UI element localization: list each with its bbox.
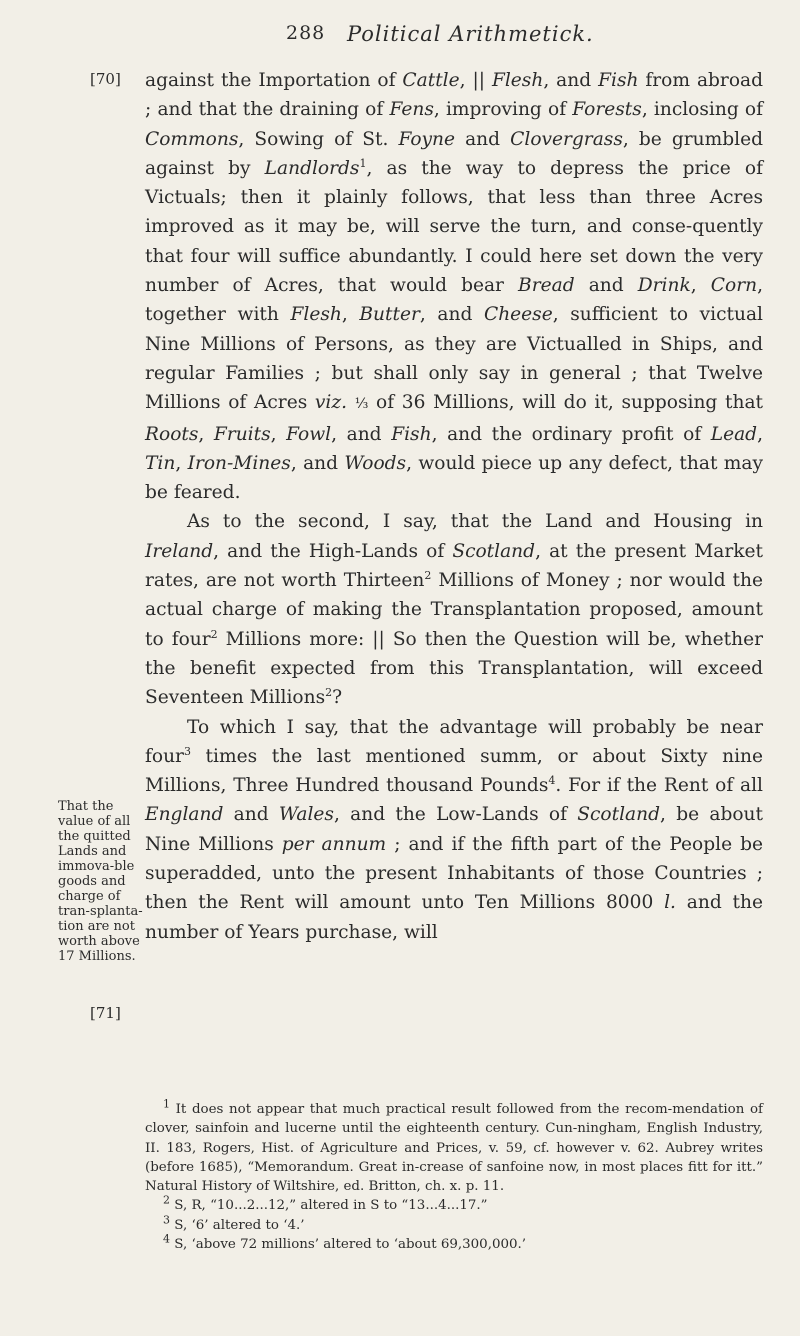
page-header — [0, 22, 800, 52]
main-text — [145, 66, 763, 947]
paragraph-2: As to the second, I say, that the Land and Housing in Ireland, and the High-Lands of Scotland, at the present Market rates, are not worth Thirteen$^2$ Millions of Money ; nor would the actual charge of making the Transplantation proposed, amount to four$^2$ Millions more: || So then the Question will be, whether the benefit expected from this Transplantation, will exceed Seventeen Millions$^2$? — [145, 511, 763, 709]
page-marker-71: [71] — [90, 1004, 121, 1022]
footnotes — [145, 1097, 763, 1254]
footnote-3: $^3$ S, ‘6’ altered to ‘4.’ — [163, 1213, 305, 1233]
page-marker-70: [70] — [90, 70, 121, 88]
paragraph-1: against the Importation of Cattle, || Flesh, and Fish from abroad ; and that the draining of Fens, improving of Forests, inclosing of Commons, Sowing of St. Foyne and Clovergrass, be grumbled against by Landlords$^1$, as the way to depress the price of Victuals; then it plainly follows, that less than three Acres improved as it may be, will serve the turn, and conse-quently that four will suffice abundantly. I could here set down the very number of Acres, that would bear Bread and Drink, Corn, together with Flesh, Butter, and Cheese, sufficient to victual Nine Millions of Persons, as they are Victualled in Ships, and regular Families ; but shall only say in general ; that Twelve Millions of Acres viz. ⅓ of 36 Millions, will do it, supposing that Roots, Fruits, Fowl, and Fish, and the ordinary profit of Lead, Tin, Iron-Mines, and Woods, would piece up any defect, that may be feared. — [145, 70, 764, 504]
footnote-1: $^1$ It does not appear that much practical result followed from the recom-mendation of clover, sainfoin and lucerne until the eighteenth century. Cun-ningham, English Industry, II. 183, Rogers, Hist. of Agriculture and Prices, v. 59, cf. however v. 62. Aubrey writes (before 1685), “Memorandum. Great in-crease of sanfoine now, in most places fitt for itt.” Natural History of Wiltshire, ed. Britton, ch. x. p. 11. — [145, 1097, 763, 1195]
margin-note: That the value of all the quitted Lands and immova-ble goods and charge of tran-splanta-tion are not worth above 17 Millions. — [58, 799, 143, 964]
footnote-4: $^4$ S, ‘above 72 millions’ altered to ‘about 69,300,000.’ — [163, 1232, 527, 1253]
footnote-2: $^2$ S, R, “10...2...12,” altered in S to “13...4...17.” — [163, 1194, 488, 1214]
running-title: Political Arithmetick. — [347, 22, 594, 46]
page-number: 288 — [286, 22, 326, 44]
paragraph-3: To which I say, that the advantage will probably be near four$^3$ times the last mentioned summ, or about Sixty nine Millions, Three Hundred thousand Pounds$^4$. For if the Rent of all England and Wales, and the Low-Lands of Scotland, be about Nine Millions per annum ; and if the fifth part of the People be superadded, unto the present Inhabitants of those Countries ; then the Rent will amount unto Ten Millions 8000 l. and the number of Years purchase, will — [145, 716, 764, 943]
